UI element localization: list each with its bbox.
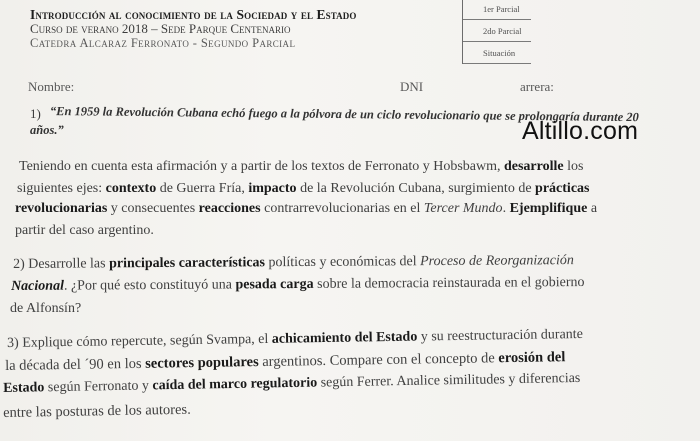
bold-term: revolucionarias [15, 201, 108, 216]
text-run: la década del ´90 en los [5, 355, 146, 374]
text-run: siguientes ejes: [17, 181, 106, 196]
bold-term: Ejemplifique [509, 201, 588, 216]
watermark-logo: Altillo.com [522, 117, 639, 145]
question-1-quote-end: años.” [30, 123, 64, 137]
question-1-line-4: partir del caso argentino. [15, 223, 154, 238]
question-3-line-1 [7, 327, 583, 352]
grade-row-first: 1er Parcial [463, 0, 531, 20]
bold-term: sectores populares [145, 354, 259, 372]
text-run: según Ferrer. Analice similitudes y diferencias [317, 370, 581, 391]
dni-label: DNI [400, 79, 424, 94]
question-3-line-4: entre las posturas de los autores. [3, 401, 191, 421]
exam-subtitle: Catedra Alcaraz Ferronato - Segundo Parcial [30, 36, 296, 50]
career-label: arrera: [520, 79, 554, 94]
exam-header [30, 8, 460, 50]
text-run: argentinos. Compare con el concepto de [258, 350, 499, 371]
course-subtitle: Curso de verano 2018 – Sede Parque Centenario [30, 21, 291, 36]
grade-row-status: Situación [463, 42, 531, 64]
bold-term: pesada carga [235, 276, 314, 293]
text-run: 3) Explique cómo repercute, según Svampa, el [7, 331, 272, 351]
text-run: y su reestructuración durante [417, 326, 583, 345]
italic-term: Tercer Mundo [423, 201, 503, 216]
text-run: los [563, 159, 584, 174]
text-run: de la Revolución Cubana, surgimiento de [296, 181, 536, 196]
course-title: Introducción al conocimiento de la Sociedad y el Estado [30, 7, 357, 22]
question-1-number: 1) [30, 106, 41, 121]
question-1-line-2 [17, 181, 589, 197]
question-1-line-3 [15, 201, 597, 217]
question-3-line-2 [5, 349, 565, 375]
bold-term: contexto [105, 181, 157, 196]
question-1-quote: “En 1959 la Revolución Cubana echó fuego a la pólvora de un ciclo revolucionario que se prolongaría durante 20 [49, 104, 639, 125]
bold-term: principales características [109, 255, 266, 272]
text-run: a [587, 201, 598, 216]
text-run: según Ferronato y [44, 378, 153, 396]
bold-term: caída del marco regulatorio [152, 375, 318, 394]
italic-term: Nacional [11, 278, 64, 294]
text-run: sobre la democracia reinstaurada en el gobierno [313, 274, 585, 292]
text-run: . [502, 201, 510, 216]
question-2-line-2 [11, 275, 585, 295]
bold-term: prácticas [535, 181, 590, 196]
bold-term: desarrolle [503, 159, 564, 174]
name-label: Nombre: [28, 79, 75, 94]
grade-row-second: 2do Parcial [463, 20, 531, 42]
question-3-line-3 [3, 371, 580, 397]
text-run: y consecuentes [107, 201, 199, 216]
text-run: contrarrevolucionarias en el [260, 201, 424, 216]
bold-term: reacciones [198, 201, 261, 216]
bold-term: achicamiento del Estado [271, 329, 418, 347]
text-run: . ¿Por qué esto constituyó una [63, 277, 236, 294]
text-run: 2) Desarrolle las [13, 256, 110, 272]
text-run: Teniendo en cuenta esta afirmación y a partir de los textos de Ferronato y Hobsbawm, [19, 159, 504, 174]
question-1-line-1 [19, 159, 583, 175]
text-run: políticas y económicas del [264, 254, 421, 271]
question-2-line-3: de Alfonsín? [10, 301, 82, 316]
bold-term: erosión del [498, 349, 566, 367]
question-2-line-1 [13, 253, 574, 273]
italic-term: Proceso de Reorganización [420, 253, 574, 270]
grade-table [462, 0, 531, 64]
bold-term: Estado [3, 380, 45, 396]
bold-term: impacto [248, 181, 297, 196]
text-run: de Guerra Fría, [156, 181, 249, 196]
